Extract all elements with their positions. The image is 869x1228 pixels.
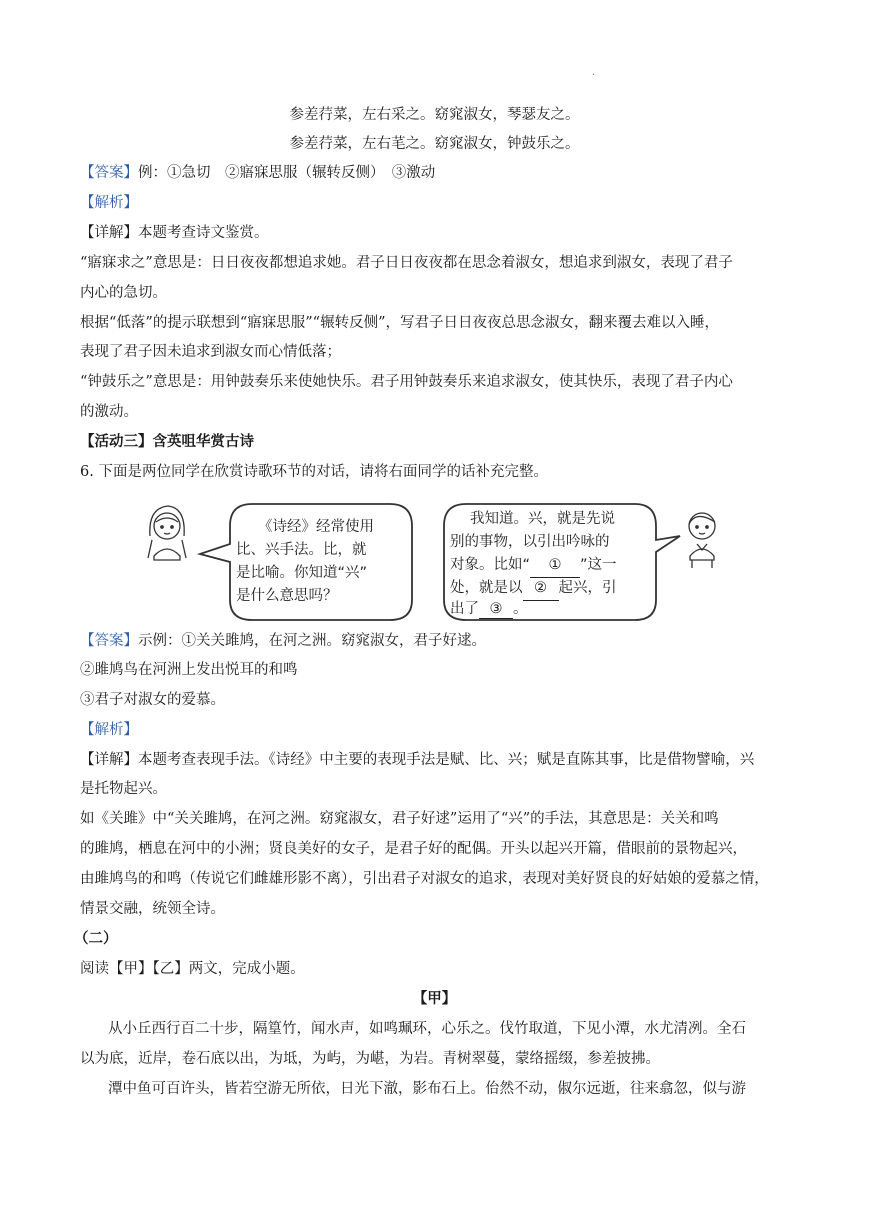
dialogue-drawing (140, 496, 740, 624)
q6-detail-line4: 的雎鸠，栖息在河中的小洲；贤良美好的女子，是君子好的配偶。开头以起兴开篇，借眼前的景物起兴， (80, 841, 747, 857)
blank-2: ② (523, 577, 559, 601)
answer-tag: 【答案】 (80, 165, 138, 181)
q6-detail-line5: 由雎鸠鸟的和鸣（传说它们雌雄形影不离），引出君子对淑女的追求，表现对美好贤良的好姑娘的爱慕之情， (80, 871, 769, 887)
right-bubble-line-3a: 对象。比如“ (450, 557, 531, 573)
q6-analysis-tag: 【解析】 (80, 722, 138, 738)
answer-text-1: 示例：①关关雎鸠，在河之洲。窈窕淑女，君子好逑。 (138, 633, 486, 649)
section2-instruction: 阅读【甲】【乙】两文，完成小题。 (80, 961, 305, 977)
q5-para3-line2: 的激动。 (80, 404, 138, 420)
jia-para1-line2: 以为底，近岸，卷石底以出，为坻，为屿，为嵁，为岩。青树翠蔓，蒙络摇缀，参差披拂。 (80, 1051, 660, 1067)
jia-para1-line1: 从小丘西行百二十步，隔篁竹，闻水声，如鸣珮环，心乐之。伐竹取道，下见小潭，水尤清冽。全石 (108, 1021, 746, 1037)
q6-answer-2: ②雎鸠鸟在河洲上发出悦耳的和鸣 (80, 662, 298, 678)
right-bubble-line-5b: 。 (513, 601, 528, 617)
jia-title: 【甲】 (412, 990, 457, 1007)
left-bubble-line-1: 《诗经》经常使用 (258, 519, 374, 535)
q6-answer-1 (80, 631, 486, 651)
q6-detail-line2: 是托物起兴。 (80, 781, 167, 797)
detail-intro: 本题考查诗文鉴赏。 (138, 225, 269, 241)
section2-title: （二） (74, 930, 118, 947)
q5-para1-line2: 内心的急切。 (80, 285, 167, 301)
dialogue-illustration (140, 496, 740, 624)
right-bubble-line-2: 别的事物，以引出吟咏的 (450, 534, 610, 550)
right-bubble-line-4b: 起兴，引 (558, 580, 617, 596)
blank-1: ① (530, 554, 580, 578)
answer-text: 例：①急切 ②寤寐思服（辗转反侧） ③激动 (138, 165, 436, 181)
q6-question: 6. 下面是两位同学在欣赏诗歌环节的对话，请将右面同学的话补充完整。 (80, 464, 548, 480)
q6-detail-line6: 情景交融，统领全诗。 (80, 901, 225, 917)
poem-line-1: 参差荇菜，左右采之。窈窕淑女，琴瑟友之。 (289, 107, 580, 123)
left-bubble-line-2: 比、兴手法。比，就 (236, 542, 367, 558)
activity3-title: 【活动三】含英咀华赏古诗 (80, 433, 254, 450)
q5-detail (80, 223, 269, 243)
left-bubble-line-4: 是什么意思吗？ (236, 588, 338, 604)
right-bubble-line-4 (450, 577, 617, 601)
right-bubble-line-4a: 处，就是以 (450, 580, 523, 596)
q5-para2-line2: 表现了君子因未追求到淑女而心情低落； (80, 344, 341, 360)
right-bubble-line-5 (450, 600, 528, 619)
q5-para1-line1: “寤寐求之”意思是：日日夜夜都想追求她。君子日日夜夜都在思念着淑女，想追求到淑女，表现了君子 (80, 255, 733, 271)
detail-text-1: 本题考查表现手法。《诗经》中主要的表现手法是赋、比、兴；赋是直陈其事，比是借物譬喻，兴 (138, 752, 755, 768)
jia-para2-line1: 潭中鱼可百许头，皆若空游无所依，日光下澈，影布石上。佁然不动，俶尔远逝，往来翕忽，似与游 (108, 1081, 746, 1097)
q5-analysis-tag: 【解析】 (80, 195, 138, 211)
left-girl-figure (148, 506, 186, 560)
right-girl-figure (689, 513, 715, 568)
q6-detail-line3: 如《关雎》中“关关雎鸠，在河之洲。窈窕淑女，君子好逑”运用了“兴”的手法，其意思是：关关和鸣 (80, 811, 719, 827)
q5-answer (80, 163, 435, 183)
q6-detail-line1 (80, 750, 754, 770)
detail-tag: 【详解】 (80, 225, 138, 241)
detail-tag: 【详解】 (80, 752, 138, 768)
q5-para2-line1: 根据“低落”的提示联想到“寤寐思服”“辗转反侧”，写君子日日夜夜总思念淑女，翻来覆去难以入睡， (80, 315, 719, 331)
answer-tag: 【答案】 (80, 633, 138, 649)
left-bubble-line-3: 是比喻。你知道“兴” (236, 565, 368, 581)
q5-para3-line1: “钟鼓乐之”意思是：用钟鼓奏乐来使她快乐。君子用钟鼓奏乐来追求淑女，使其快乐，表现了君子内心 (80, 374, 733, 390)
right-bubble-line-3 (450, 554, 617, 578)
page-dot-mark: · (592, 70, 596, 81)
right-bubble-line-1: 我知道。兴，就是先说 (470, 511, 615, 527)
blank-3: ③ (479, 600, 513, 619)
right-bubble-line-3b: ”这一 (580, 557, 617, 573)
poem-line-2: 参差荇菜，左右芼之。窈窕淑女，钟鼓乐之。 (289, 136, 580, 152)
right-bubble-line-5a: 出了 (450, 601, 479, 617)
q6-answer-3: ③君子对淑女的爱慕。 (80, 692, 225, 708)
